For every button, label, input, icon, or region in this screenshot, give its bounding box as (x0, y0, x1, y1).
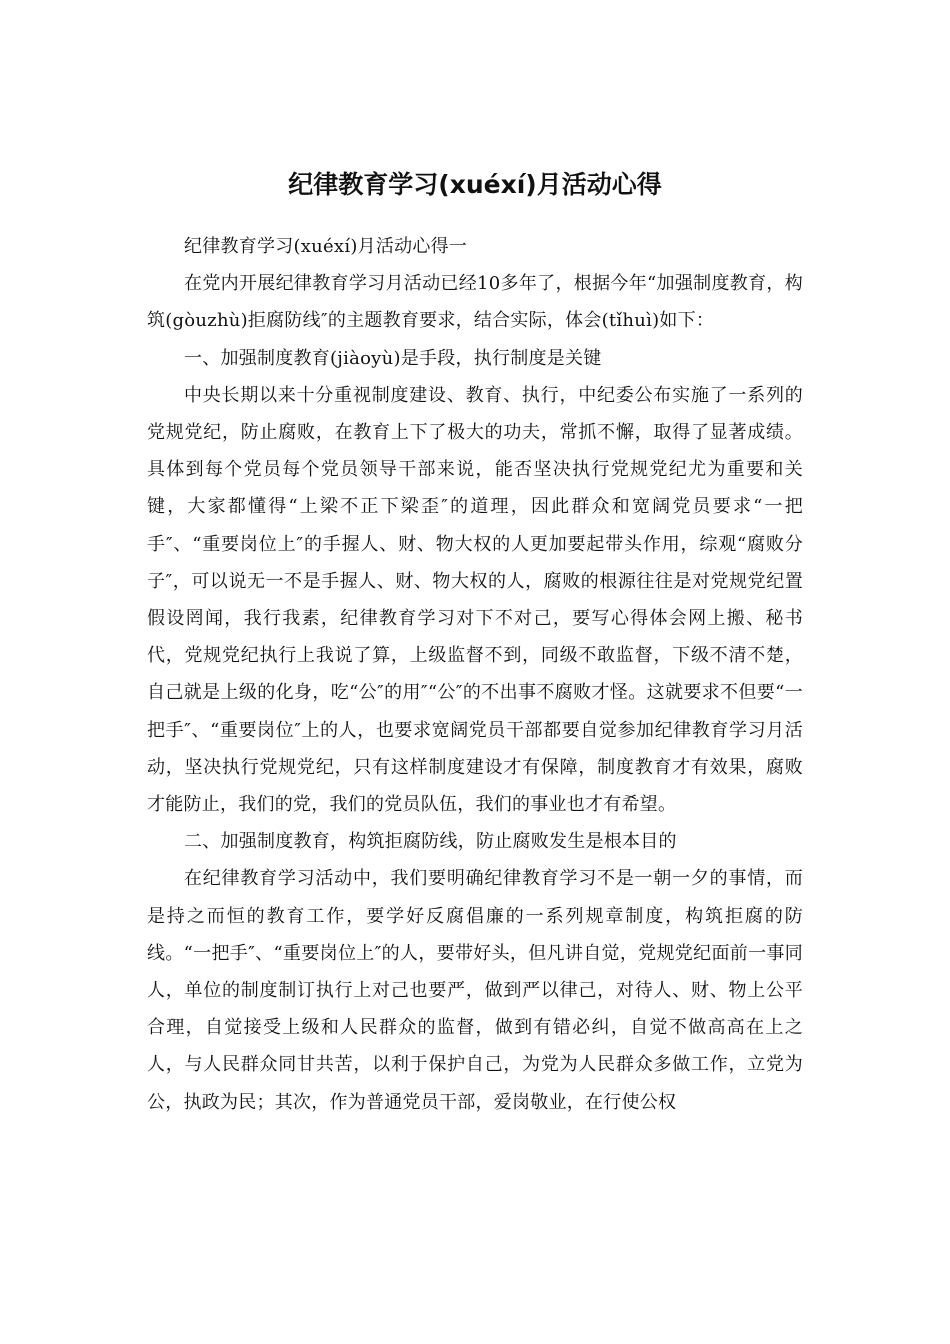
document-title: 纪律教育学习(xuéxí)月活动心得 (288, 169, 662, 199)
section-heading-1: 一、加强制度教育(jiàoyù)是手段，执行制度是关键 (184, 347, 602, 369)
paragraph-section-2: 在纪律教育学习活动中，我们要明确纪律教育学习不是一朝一夕的事情，而是持之而恒的教育工作，要学好反腐倡廉的一系列规章制度，构筑拒腐的防线。“一把手″、“重要岗位上″的人，要带好头，但凡讲自觉，党规党纪面前一事同人，单位的制度制订执行上对己也要严，做到严以律己，对待人、财、物上公平合理，自觉接受上级和人民群众的监督，做到有错必纠，自觉不做高高在上之人，与人民群众同甘共苦，以利于保护自己，为党为人民群众多做工作，立党为公，执政为民；其次，作为普通党员干部，爱岗敬业，在行使公权 (147, 868, 803, 1113)
document-body (147, 228, 803, 1121)
paragraph-section-1: 中央长期以来十分重视制度建设、教育、执行，中纪委公布实施了一系列的党规党纪，防止腐败，在教育上下了极大的功夫，常抓不懈，取得了显著成绩。具体到每个党员每个党员领导干部来说，能否坚决执行党规党纪尤为重要和关键，大家都懂得“上梁不正下梁歪″的道理，因此群众和宽阔党员要求“一把手″、“重要岗位上″的手握人、财、物大权的人更加要起带头作用，综观“腐败分子″，可以说无一不是手握人、财、物大权的人，腐败的根源往往是对党规党纪置假设罔闻，我行我素，纪律教育学习对下不对己，要写心得体会网上搬、秘书代，党规党纪执行上我说了算，上级监督不到，同级不敢监督，下级不清不楚，自己就是上级的化身，吃“公″的用″“公″的不出事不腐败才怪。这就要求不但要“一把手″、“重要岗位″上的人，也要求宽阔党员干部都要自觉参加纪律教育学习月活动，坚决执行党规党纪，只有这样制度建设才有保障，制度教育才有效果，腐败才能防止，我们的党，我们的党员队伍，我们的事业也才有希望。 (147, 384, 803, 816)
paragraph-subtitle: 纪律教育学习(xuéxí)月活动心得一 (184, 236, 468, 257)
paragraph-intro: 在党内开展纪律教育学习月活动已经10多年了，根据今年“加强制度教育，构筑(gòuzhù)拒腐防线″的主题教育要求，结合实际，体会(tǐhuì)如下： (147, 273, 803, 332)
section-heading-2: 二、加强制度教育，构筑拒腐防线，防止腐败发生是根本目的 (184, 831, 677, 853)
